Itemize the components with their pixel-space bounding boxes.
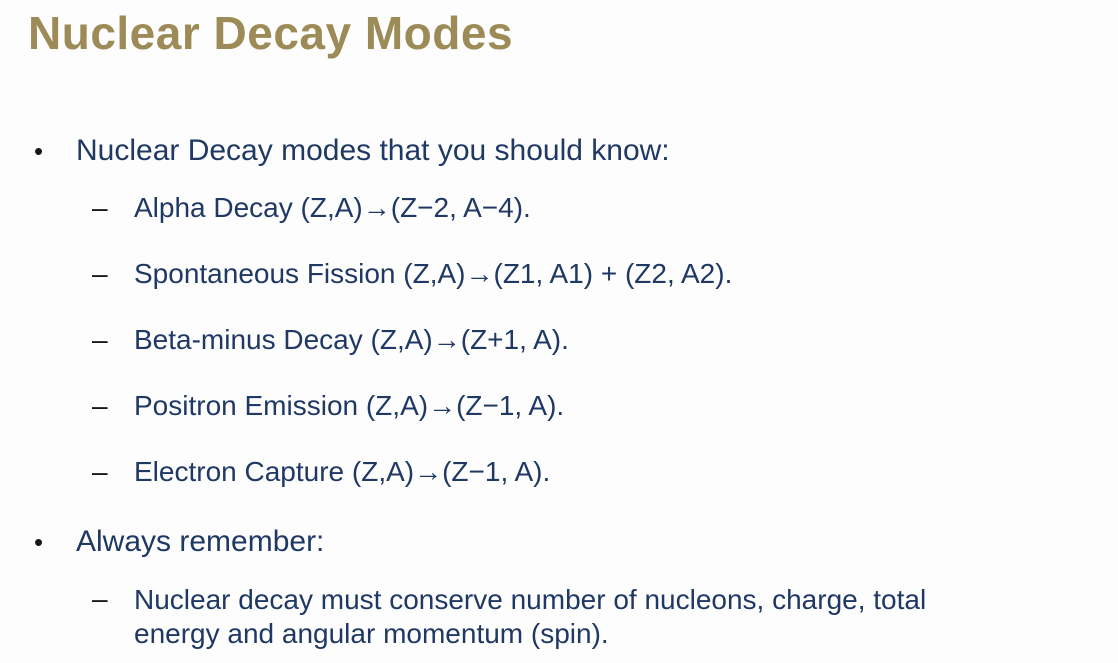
sub-item-text: Nuclear decay must conserve number of nucleons, charge, total energy and angular momentum (spin).	[134, 584, 927, 649]
bullet-icon: •	[34, 136, 44, 166]
dash-icon: –	[92, 583, 108, 614]
bullet-label: Always remember:	[76, 525, 325, 558]
bullet-item	[34, 525, 1118, 559]
dash-icon: –	[92, 456, 108, 487]
bullet-label: Nuclear Decay modes that you should know:	[76, 134, 670, 167]
sub-item	[92, 583, 1118, 651]
sub-item-text: Spontaneous Fission (Z,A)→(Z1, A1) + (Z2, A2).	[134, 258, 733, 289]
dash-icon: –	[92, 192, 108, 223]
sub-item-text: Positron Emission (Z,A)→(Z−1, A).	[134, 390, 565, 421]
dash-icon: –	[92, 258, 108, 289]
sub-item	[92, 456, 1118, 488]
dash-icon: –	[92, 324, 108, 355]
sub-item-text: Beta-minus Decay (Z,A)→(Z+1, A).	[134, 324, 569, 355]
dash-icon: –	[92, 390, 108, 421]
sub-item	[92, 192, 1118, 224]
sub-item-text: Alpha Decay (Z,A)→(Z−2, A−4).	[134, 192, 531, 223]
sub-item	[92, 324, 1118, 356]
sub-item-text: Electron Capture (Z,A)→(Z−1, A).	[134, 456, 551, 487]
sub-item	[92, 258, 1118, 290]
sub-item	[92, 390, 1118, 422]
bullet-item	[34, 134, 1118, 168]
slide-title: Nuclear Decay Modes	[28, 7, 514, 59]
bullet-icon: •	[34, 527, 44, 557]
